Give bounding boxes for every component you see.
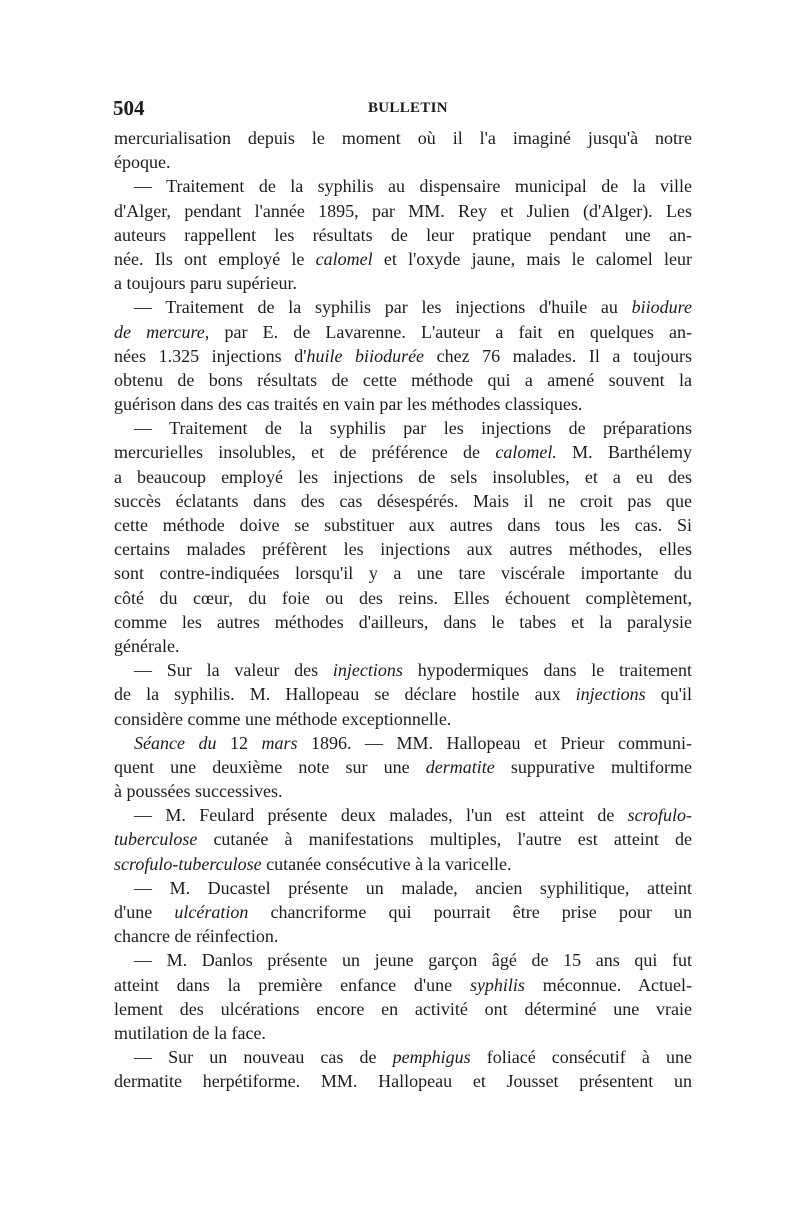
italic-text: biiodure <box>631 297 692 318</box>
text-segment: 12 <box>216 732 262 753</box>
text-segment: — M. Danlos présente un jeune garçon âgé de 15 ans qui fut <box>134 950 692 971</box>
text-segment: côté du cœur, du foie ou des reins. Elles échouent complètement, <box>114 587 692 608</box>
text-segment: — Traitement de la syphilis par les injections de préparations <box>134 418 692 439</box>
text-segment: hypodermiques dans le traitement <box>402 660 692 681</box>
text-line <box>114 150 692 174</box>
italic-text: calomel <box>315 248 373 269</box>
text-segment: dermatite herpétiforme. MM. Hallopeau et Jousset présentent un <box>114 1071 692 1092</box>
text-line <box>114 948 692 972</box>
text-line <box>114 779 692 803</box>
text-segment: succès éclatants dans des cas désespérés. Mais il ne croit pas que <box>114 490 692 511</box>
text-segment: M. Barthélemy <box>556 442 692 463</box>
italic-text: Séance du <box>134 732 217 753</box>
text-line <box>114 1021 692 1045</box>
body-text <box>114 126 692 1094</box>
text-segment: chez 76 malades. Il a toujours <box>424 345 692 366</box>
text-line <box>114 392 692 416</box>
text-line <box>114 126 692 150</box>
italic-text: pemphigus <box>392 1047 471 1068</box>
text-segment: et l'oxyde jaune, mais le calomel leur <box>372 248 692 269</box>
text-line <box>114 1069 692 1093</box>
text-line <box>114 416 692 440</box>
text-segment: méconnue. Actuel- <box>524 974 693 995</box>
text-line <box>114 803 692 827</box>
text-line <box>114 610 692 634</box>
text-line <box>114 320 692 344</box>
text-line <box>114 852 692 876</box>
text-segment: a toujours paru supérieur. <box>114 273 297 294</box>
text-line <box>114 537 692 561</box>
italic-text: tuberculose <box>114 829 198 850</box>
text-segment: cutanée consécutive à la varicelle. <box>261 853 512 874</box>
text-line <box>114 658 692 682</box>
text-segment: de la syphilis. M. Hallopeau se déclare hostile aux <box>114 684 576 705</box>
text-line <box>114 876 692 900</box>
text-line <box>114 682 692 706</box>
italic-text: syphilis <box>469 974 525 995</box>
text-line <box>114 1045 692 1069</box>
text-line <box>114 368 692 392</box>
text-line <box>114 295 692 319</box>
text-segment: époque. <box>114 152 171 173</box>
text-line <box>114 924 692 948</box>
italic-text: mars <box>261 732 298 753</box>
text-segment: née. Ils ont employé le <box>114 248 316 269</box>
text-segment: foliacé consécutif à une <box>470 1047 692 1068</box>
text-line <box>114 513 692 537</box>
text-line <box>114 900 692 924</box>
text-segment: mercurialisation depuis le moment où il l'a imaginé jusqu'à notre <box>114 128 692 148</box>
text-line <box>114 344 692 368</box>
text-line <box>114 247 692 271</box>
text-line <box>114 997 692 1021</box>
text-line <box>114 465 692 489</box>
text-segment: suppurative multiforme <box>494 756 692 777</box>
text-line <box>114 586 692 610</box>
text-segment: a beaucoup employé les injections de sels insolubles, et a eu des <box>114 466 692 487</box>
text-segment: certains malades préfèrent les injections aux autres méthodes, elles <box>114 539 692 560</box>
text-segment: lement des ulcérations encore en activité ont déterminé une vraie <box>114 998 692 1019</box>
text-segment: chancre de réinfection. <box>114 926 279 947</box>
text-segment: quent une deuxième note sur une <box>114 756 426 777</box>
text-line <box>114 973 692 997</box>
italic-text: scrofulo-tuberculose <box>114 853 262 874</box>
text-segment: mercurielles insolubles, et de préférence de <box>114 442 496 463</box>
text-segment: — Sur la valeur des <box>134 660 333 681</box>
text-segment: obtenu de bons résultats de cette méthode qui a amené souvent la <box>114 369 692 390</box>
text-line <box>114 489 692 513</box>
text-line <box>114 271 692 295</box>
text-segment: qu'il <box>645 684 693 705</box>
text-line <box>114 561 692 585</box>
text-segment: d'Alger, pendant l'année 1895, par MM. Rey et Julien (d'Alger). Les <box>114 200 692 221</box>
text-segment: auteurs rappellent les résultats de leur pratique pendant une an- <box>114 224 692 245</box>
text-segment: à poussées successives. <box>114 781 283 802</box>
text-line <box>114 223 692 247</box>
text-segment: comme les autres méthodes d'ailleurs, dans le tabes et la paralysie <box>114 611 692 632</box>
text-segment: — M. Feulard présente deux malades, l'un est atteint de <box>134 805 628 826</box>
text-segment: d'une <box>114 902 175 922</box>
text-segment: — Traitement de la syphilis par les injections d'huile au <box>134 297 632 318</box>
text-segment: chancriforme qui pourrait être prise pour un <box>248 902 692 922</box>
text-segment: guérison dans des cas traités en vain par les méthodes classiques. <box>114 394 583 415</box>
text-line <box>114 199 692 223</box>
italic-text: calomel. <box>495 442 557 463</box>
text-line <box>114 440 692 464</box>
running-head <box>113 96 690 120</box>
text-segment: 1896. — MM. Hallopeau et Prieur communi- <box>297 732 693 753</box>
text-segment: générale. <box>114 635 180 656</box>
text-segment: considère comme une méthode exceptionnelle. <box>114 708 452 729</box>
text-segment: — Traitement de la syphilis au dispensaire municipal de la ville <box>134 176 692 197</box>
text-line <box>114 707 692 731</box>
text-segment: nées 1.325 injections d' <box>114 345 307 366</box>
page-number: 504 <box>113 96 145 120</box>
text-line <box>114 174 692 198</box>
italic-text: huile biiodurée <box>306 345 425 366</box>
italic-text: ulcération <box>174 902 249 922</box>
text-segment: — Sur un nouveau cas de <box>134 1047 393 1068</box>
text-segment: cette méthode doive se substituer aux autres dans tous les cas. Si <box>114 515 692 535</box>
text-segment: atteint dans la première enfance d'une <box>114 974 470 995</box>
running-title: BULLETIN <box>368 100 448 116</box>
text-segment: sont contre-indiquées lorsqu'il y a une tare viscérale importante du <box>114 563 692 584</box>
italic-text: injections <box>332 660 403 681</box>
italic-text: scrofulo- <box>627 805 692 826</box>
text-segment: — M. Ducastel présente un malade, ancien syphilitique, atteint <box>134 877 692 898</box>
text-line <box>114 731 692 755</box>
italic-text: dermatite <box>425 756 495 777</box>
text-segment: mutilation de la face. <box>114 1022 266 1043</box>
text-line <box>114 755 692 779</box>
text-line <box>114 827 692 851</box>
text-line <box>114 634 692 658</box>
text-segment: cutanée à manifestations multiples, l'autre est atteint de <box>197 829 692 850</box>
text-segment: par E. de Lavarenne. L'auteur a fait en quelques an- <box>209 321 692 342</box>
italic-text: injections <box>575 684 646 705</box>
italic-text: de mercure, <box>114 321 210 342</box>
